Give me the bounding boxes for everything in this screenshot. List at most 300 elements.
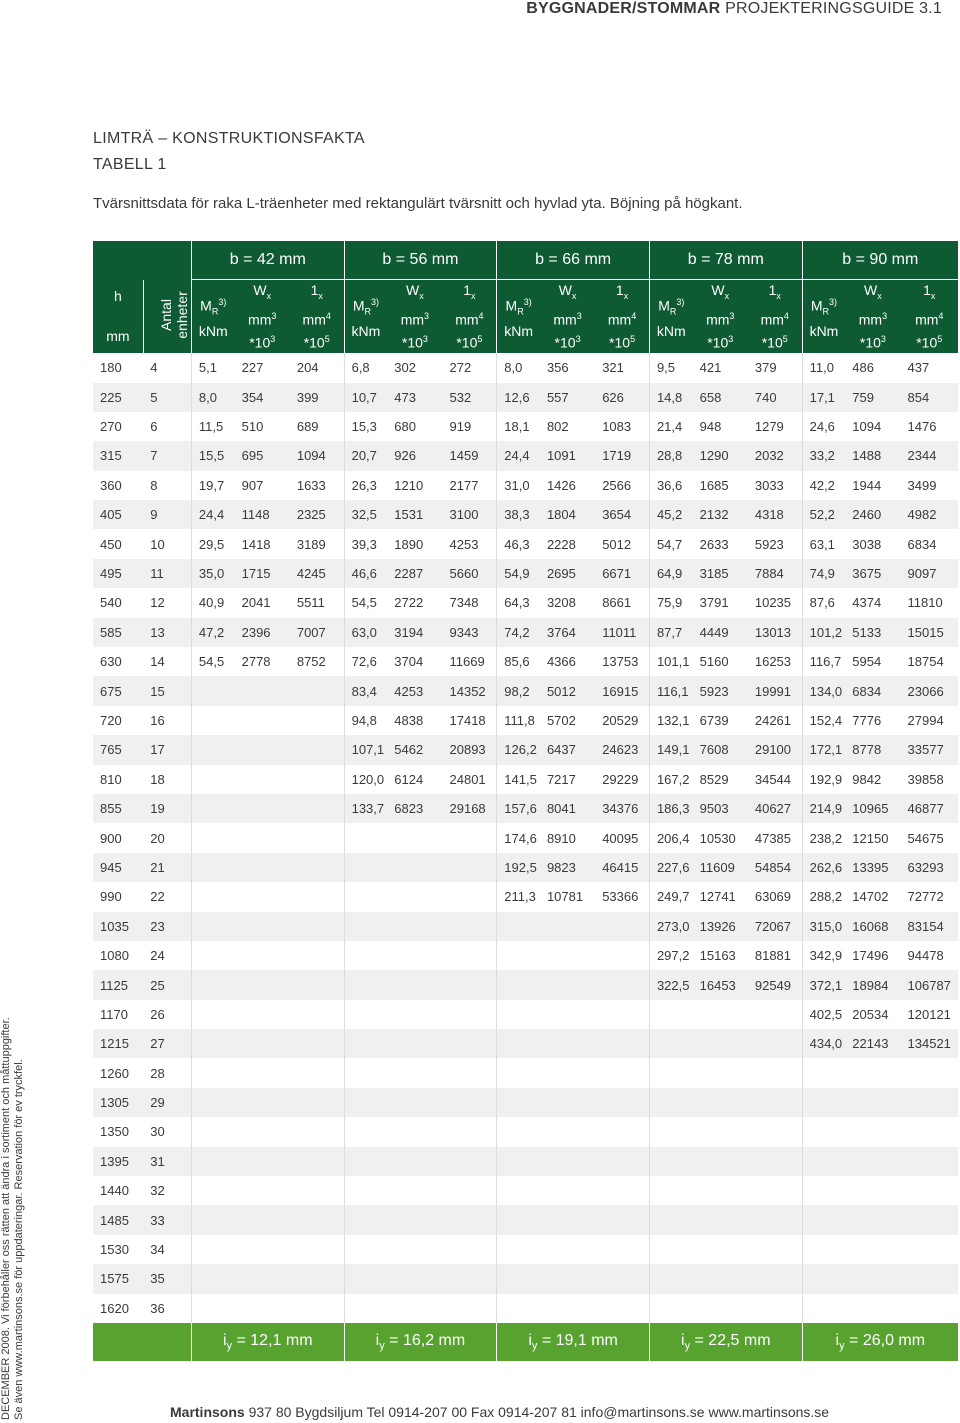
- table-cell: 20893: [443, 735, 497, 764]
- cell-antal: 31: [143, 1147, 191, 1176]
- table-cell: 5160: [693, 647, 748, 676]
- side-note-line2: Se även www.martinsons.se för uppdateringar. Reservation för ev tryckfel.: [13, 1059, 25, 1420]
- table-cell: 192,9: [802, 765, 845, 794]
- table-cell: 1685: [693, 471, 748, 500]
- table-cell: 152,4: [802, 706, 845, 735]
- col-wx-header: $W_x$ $mm^3$ $*10^3$: [693, 280, 748, 354]
- table-cell: 372,1: [802, 970, 845, 999]
- table-description: Tvärsnittsdata för raka L-träenheter med rektangulärt tvärsnitt och hyvlad yta. Böjning på högkant.: [93, 195, 743, 212]
- table-row: [93, 1294, 958, 1323]
- table-cell: 149,1: [649, 735, 692, 764]
- cell-antal: 34: [143, 1235, 191, 1264]
- table-cell: [235, 1088, 290, 1117]
- table-cell: [595, 1117, 649, 1146]
- table-cell: 214,9: [802, 794, 845, 823]
- table-cell: [191, 823, 234, 852]
- table-cell: [845, 1264, 900, 1293]
- footer-contact: 937 80 Bygdsiljum Tel 0914-207 00 Fax 0914-207 81 info@martinsons.se www.martinsons.se: [244, 1404, 830, 1420]
- table-cell: 2460: [845, 500, 900, 529]
- table-cell: 3189: [290, 529, 344, 558]
- table-cell: 1083: [595, 412, 649, 441]
- table-cell: 16068: [845, 912, 900, 941]
- table-cell: [387, 853, 442, 882]
- table-cell: 2566: [595, 471, 649, 500]
- table-cell: 5012: [540, 676, 595, 705]
- cell-antal: 13: [143, 618, 191, 647]
- mr-unit: kNm: [656, 323, 686, 340]
- table-cell: [387, 1058, 442, 1087]
- table-cell: 83154: [901, 912, 958, 941]
- table-cell: [387, 941, 442, 970]
- table-cell: [290, 912, 344, 941]
- table-cell: 133,7: [344, 794, 387, 823]
- table-row: [93, 706, 958, 735]
- table-row: [93, 794, 958, 823]
- table-cell: 46,6: [344, 559, 387, 588]
- table-row: [93, 1000, 958, 1029]
- table-cell: 116,1: [649, 676, 692, 705]
- table-cell: 7884: [748, 559, 802, 588]
- table-cell: [540, 1264, 595, 1293]
- table-row: [93, 647, 958, 676]
- table-cell: 919: [443, 412, 497, 441]
- table-cell: [649, 1117, 692, 1146]
- table-cell: 11,0: [802, 353, 845, 382]
- table-cell: 5923: [693, 676, 748, 705]
- table-cell: 1890: [387, 529, 442, 558]
- table-cell: 81881: [748, 941, 802, 970]
- table-cell: [235, 1176, 290, 1205]
- table-number: TABELL 1: [93, 156, 167, 173]
- table-cell: 1290: [693, 441, 748, 470]
- table-cell: [344, 1058, 387, 1087]
- table-cell: 2344: [901, 441, 958, 470]
- table-cell: [802, 1147, 845, 1176]
- table-cell: [235, 765, 290, 794]
- table-row: [93, 441, 958, 470]
- table-cell: 47385: [748, 823, 802, 852]
- table-cell: [235, 1029, 290, 1058]
- cell-h: 315: [93, 441, 143, 470]
- table-cell: [235, 1117, 290, 1146]
- table-cell: 5702: [540, 706, 595, 735]
- table-cell: 740: [748, 383, 802, 412]
- table-cell: [443, 1029, 497, 1058]
- table-cell: 302: [387, 353, 442, 382]
- table-body: [93, 353, 958, 1323]
- table-cell: [235, 853, 290, 882]
- table-cell: [191, 676, 234, 705]
- table-cell: 315,0: [802, 912, 845, 941]
- group-header: b = 90 mm: [802, 241, 958, 280]
- table-cell: 434,0: [802, 1029, 845, 1058]
- table-cell: 2695: [540, 559, 595, 588]
- table-cell: 2778: [235, 647, 290, 676]
- cell-h: 495: [93, 559, 143, 588]
- table-cell: 11669: [443, 647, 497, 676]
- table-cell: 1531: [387, 500, 442, 529]
- table-cell: 24,4: [191, 500, 234, 529]
- table-cell: [595, 1058, 649, 1087]
- table-row: [93, 559, 958, 588]
- table-cell: [290, 853, 344, 882]
- table-cell: [540, 1088, 595, 1117]
- table-cell: [540, 912, 595, 941]
- table-cell: 74,2: [497, 618, 540, 647]
- table-cell: 238,2: [802, 823, 845, 852]
- table-cell: 5660: [443, 559, 497, 588]
- table-cell: 948: [693, 412, 748, 441]
- table-cell: 2633: [693, 529, 748, 558]
- table-cell: 13013: [748, 618, 802, 647]
- table-cell: 21,4: [649, 412, 692, 441]
- table-cell: [901, 1058, 958, 1087]
- table-cell: 322,5: [649, 970, 692, 999]
- table-cell: [497, 941, 540, 970]
- table-cell: 10530: [693, 823, 748, 852]
- table-cell: [235, 882, 290, 911]
- table-cell: [191, 912, 234, 941]
- table-cell: [540, 1000, 595, 1029]
- mr-unit: kNm: [198, 323, 228, 340]
- table-row: [93, 1235, 958, 1264]
- table-cell: 167,2: [649, 765, 692, 794]
- table-cell: 3704: [387, 647, 442, 676]
- cell-h: 405: [93, 500, 143, 529]
- cell-antal: 14: [143, 647, 191, 676]
- table-cell: 926: [387, 441, 442, 470]
- table-cell: 120,0: [344, 765, 387, 794]
- col-wx-header: $W_x$ $mm^3$ $*10^3$: [387, 280, 442, 354]
- cell-antal: 23: [143, 912, 191, 941]
- table-cell: 63069: [748, 882, 802, 911]
- table-cell: 4253: [387, 676, 442, 705]
- side-note-line1: DECEMBER 2008. Vi förbehåller oss rätten att ändra i sortiment och måttuppgifter.: [0, 1017, 12, 1420]
- table-cell: [387, 1176, 442, 1205]
- table-row: [93, 735, 958, 764]
- mr-sym: M: [505, 297, 518, 314]
- table-cell: 759: [845, 383, 900, 412]
- table-cell: [387, 1235, 442, 1264]
- table-cell: 12,6: [497, 383, 540, 412]
- cell-h: 1440: [93, 1176, 143, 1205]
- table-cell: 63293: [901, 853, 958, 882]
- table-cell: [649, 1264, 692, 1293]
- table-cell: [845, 1205, 900, 1234]
- table-cell: [595, 1205, 649, 1234]
- col-wx-header: $W_x$ $mm^3$ $*10^3$: [540, 280, 595, 354]
- cell-h: 1575: [93, 1264, 143, 1293]
- table-row: [93, 853, 958, 882]
- table-cell: [191, 1058, 234, 1087]
- cell-antal: 22: [143, 882, 191, 911]
- table-cell: 249,7: [649, 882, 692, 911]
- table-cell: 15015: [901, 618, 958, 647]
- table-cell: 132,1: [649, 706, 692, 735]
- table-cell: 3654: [595, 500, 649, 529]
- table-cell: 29,5: [191, 529, 234, 558]
- cell-h: 1530: [93, 1235, 143, 1264]
- table-cell: 47,2: [191, 618, 234, 647]
- table-cell: 3675: [845, 559, 900, 588]
- table-cell: [290, 735, 344, 764]
- cell-antal: 21: [143, 853, 191, 882]
- table-cell: 12741: [693, 882, 748, 911]
- table-cell: 19991: [748, 676, 802, 705]
- table-cell: [344, 882, 387, 911]
- table-cell: 29100: [748, 735, 802, 764]
- cell-h: 945: [93, 853, 143, 882]
- table-cell: 695: [235, 441, 290, 470]
- table-cell: [595, 1000, 649, 1029]
- table-cell: [443, 941, 497, 970]
- cell-h: 1170: [93, 1000, 143, 1029]
- cell-h: 1260: [93, 1058, 143, 1087]
- table-cell: [845, 1147, 900, 1176]
- table-cell: 227,6: [649, 853, 692, 882]
- table-cell: [595, 1176, 649, 1205]
- table-row: [93, 1264, 958, 1293]
- table-cell: [387, 1147, 442, 1176]
- table-cell: [540, 1147, 595, 1176]
- table-cell: 402,5: [802, 1000, 845, 1029]
- table-cell: [748, 1235, 802, 1264]
- table-cell: 399: [290, 383, 344, 412]
- table-cell: [649, 1235, 692, 1264]
- cell-antal: 12: [143, 588, 191, 617]
- table-cell: 17418: [443, 706, 497, 735]
- table-cell: 473: [387, 383, 442, 412]
- table-cell: 2032: [748, 441, 802, 470]
- cell-antal: 28: [143, 1058, 191, 1087]
- table-cell: 680: [387, 412, 442, 441]
- table-cell: [290, 1117, 344, 1146]
- table-cell: 3764: [540, 618, 595, 647]
- table-cell: 74,9: [802, 559, 845, 588]
- col-ix-header: $1_x$ $mm^4$ $*10^5$: [595, 280, 649, 354]
- table-cell: [595, 1088, 649, 1117]
- cell-antal: 10: [143, 529, 191, 558]
- table-row: [93, 676, 958, 705]
- table-row: [93, 588, 958, 617]
- table-cell: 437: [901, 353, 958, 382]
- table-cell: [235, 706, 290, 735]
- table-cell: [290, 1176, 344, 1205]
- table-cell: [693, 1029, 748, 1058]
- table-cell: 120121: [901, 1000, 958, 1029]
- table-cell: [290, 1029, 344, 1058]
- table-cell: 7776: [845, 706, 900, 735]
- table-cell: [235, 1235, 290, 1264]
- table-cell: 354: [235, 383, 290, 412]
- table-cell: [649, 1029, 692, 1058]
- table-cell: 20534: [845, 1000, 900, 1029]
- table-cell: [235, 1058, 290, 1087]
- table-cell: [595, 912, 649, 941]
- table-cell: 64,3: [497, 588, 540, 617]
- table-cell: 379: [748, 353, 802, 382]
- table-cell: [290, 882, 344, 911]
- table-cell: 211,3: [497, 882, 540, 911]
- table-cell: [443, 823, 497, 852]
- table-cell: 421: [693, 353, 748, 382]
- table-cell: [290, 823, 344, 852]
- table-cell: 272: [443, 353, 497, 382]
- table-cell: 626: [595, 383, 649, 412]
- cross-section-table: [93, 241, 958, 1361]
- table-cell: 8,0: [497, 353, 540, 382]
- table-cell: [191, 794, 234, 823]
- table-cell: 204: [290, 353, 344, 382]
- table-cell: [387, 912, 442, 941]
- table-cell: 24623: [595, 735, 649, 764]
- table-cell: [443, 882, 497, 911]
- table-cell: [235, 1264, 290, 1293]
- table-cell: [497, 1176, 540, 1205]
- table-cell: [191, 1294, 234, 1323]
- table-cell: 6823: [387, 794, 442, 823]
- table-cell: 10,7: [344, 383, 387, 412]
- cell-antal: 36: [143, 1294, 191, 1323]
- table-cell: 802: [540, 412, 595, 441]
- table-cell: 2041: [235, 588, 290, 617]
- table-cell: 16453: [693, 970, 748, 999]
- table-cell: 85,6: [497, 647, 540, 676]
- table-cell: [845, 1294, 900, 1323]
- table-cell: 16253: [748, 647, 802, 676]
- table-cell: [748, 1058, 802, 1087]
- cell-antal: 16: [143, 706, 191, 735]
- table-cell: 4318: [748, 500, 802, 529]
- table-cell: [901, 1147, 958, 1176]
- table-cell: 854: [901, 383, 958, 412]
- table-cell: 288,2: [802, 882, 845, 911]
- table-row: [93, 618, 958, 647]
- table-cell: 14702: [845, 882, 900, 911]
- table-cell: [693, 1176, 748, 1205]
- table-cell: 157,6: [497, 794, 540, 823]
- table-cell: [290, 1235, 344, 1264]
- table-cell: [649, 1294, 692, 1323]
- page-footer: [170, 1404, 829, 1420]
- table-cell: 1279: [748, 412, 802, 441]
- cell-antal: 7: [143, 441, 191, 470]
- table-cell: 63,1: [802, 529, 845, 558]
- group-header: b = 66 mm: [497, 241, 650, 280]
- table-row: [93, 1176, 958, 1205]
- table-cell: 40,9: [191, 588, 234, 617]
- table-cell: 8,0: [191, 383, 234, 412]
- table-cell: 3208: [540, 588, 595, 617]
- table-cell: 24,4: [497, 441, 540, 470]
- table-cell: 6834: [901, 529, 958, 558]
- table-cell: 186,3: [649, 794, 692, 823]
- table-cell: 10965: [845, 794, 900, 823]
- table-cell: 15,3: [344, 412, 387, 441]
- table-cell: 27994: [901, 706, 958, 735]
- table-cell: 1426: [540, 471, 595, 500]
- table-cell: [802, 1235, 845, 1264]
- table-cell: [497, 1205, 540, 1234]
- table-cell: [387, 1117, 442, 1146]
- mr-sym: M: [658, 297, 670, 314]
- table-cell: [748, 1117, 802, 1146]
- table-cell: [802, 1117, 845, 1146]
- table-cell: 1488: [845, 441, 900, 470]
- table-cell: 32,5: [344, 500, 387, 529]
- table-cell: 3194: [387, 618, 442, 647]
- table-row: [93, 1058, 958, 1087]
- mr-unit: kNm: [504, 323, 533, 340]
- table-cell: [290, 794, 344, 823]
- table-cell: 8910: [540, 823, 595, 852]
- cell-antal: 27: [143, 1029, 191, 1058]
- table-cell: 2396: [235, 618, 290, 647]
- iy-value: $i_y = 19,1$ mm: [497, 1323, 650, 1361]
- table-cell: [540, 970, 595, 999]
- table-cell: [901, 1235, 958, 1264]
- table-cell: [191, 853, 234, 882]
- table-cell: [845, 1088, 900, 1117]
- table-cell: 8529: [693, 765, 748, 794]
- table-cell: [497, 1058, 540, 1087]
- cell-h: 1485: [93, 1205, 143, 1234]
- table-cell: 14,8: [649, 383, 692, 412]
- table-cell: [387, 1264, 442, 1293]
- table-cell: [191, 1000, 234, 1029]
- table-cell: [387, 1029, 442, 1058]
- table-cell: 11810: [901, 588, 958, 617]
- table-row: [93, 912, 958, 941]
- table-cell: [748, 1000, 802, 1029]
- table-cell: 206,4: [649, 823, 692, 852]
- table-cell: [497, 1029, 540, 1058]
- mr-sym: M: [200, 297, 212, 314]
- table-cell: 101,2: [802, 618, 845, 647]
- header-section: BYGGNADER/STOMMAR: [526, 0, 721, 17]
- cell-h: 630: [93, 647, 143, 676]
- table-cell: 557: [540, 383, 595, 412]
- table-cell: [344, 1264, 387, 1293]
- table-cell: 9842: [845, 765, 900, 794]
- table-cell: [443, 1235, 497, 1264]
- table-cell: 19,7: [191, 471, 234, 500]
- table-cell: 15163: [693, 941, 748, 970]
- table-cell: [497, 1294, 540, 1323]
- table-cell: [595, 1029, 649, 1058]
- table-cell: [497, 1147, 540, 1176]
- table-cell: [693, 1147, 748, 1176]
- table-cell: [344, 1294, 387, 1323]
- table-cell: 11011: [595, 618, 649, 647]
- table-cell: 24801: [443, 765, 497, 794]
- table-cell: [290, 941, 344, 970]
- mr-unit: kNm: [809, 323, 839, 340]
- table-cell: 54854: [748, 853, 802, 882]
- iy-value: $i_y = 16,2$ mm: [344, 1323, 497, 1361]
- table-cell: 5954: [845, 647, 900, 676]
- table-cell: [901, 1176, 958, 1205]
- table-cell: 72772: [901, 882, 958, 911]
- cell-antal: 8: [143, 471, 191, 500]
- table-cell: [748, 1264, 802, 1293]
- table-cell: [540, 1117, 595, 1146]
- table-cell: 54,9: [497, 559, 540, 588]
- table-cell: 40095: [595, 823, 649, 852]
- table-cell: 94,8: [344, 706, 387, 735]
- table-cell: 46415: [595, 853, 649, 882]
- table-cell: 29229: [595, 765, 649, 794]
